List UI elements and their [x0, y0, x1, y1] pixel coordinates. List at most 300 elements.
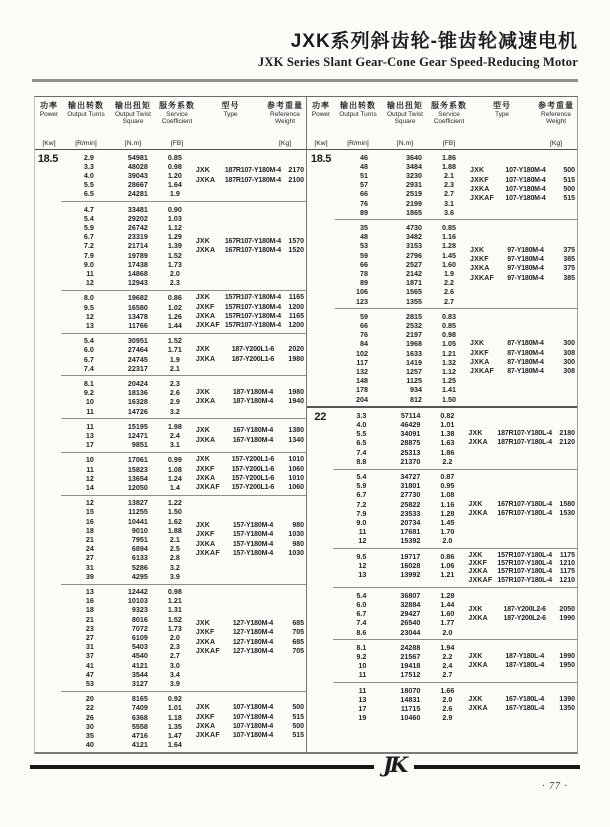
type-block: [469, 153, 577, 217]
table-row: [333, 509, 467, 518]
type-line: [469, 367, 575, 376]
cell-output-turns: 9.0: [83, 259, 94, 269]
table-row: [333, 518, 467, 527]
cell-service-coefficient: 2.3: [169, 378, 180, 388]
cell-output-torque: 57114: [400, 410, 421, 420]
type-block: [467, 591, 577, 637]
column-title-cn: 输出转数: [340, 101, 376, 110]
cell-output-torque: 6368: [131, 712, 148, 722]
cell-service-coefficient: 3.9: [169, 679, 180, 689]
cell-service-coefficient: 2.3: [169, 278, 180, 288]
cell-output-torque: 1968: [406, 339, 422, 349]
cell-service-coefficient: 0.98: [167, 587, 182, 597]
cell-output-torque: 20424: [127, 378, 148, 388]
cell-output-torque: 3153: [406, 241, 422, 251]
type-model: 127-Y180M-4: [232, 638, 274, 646]
type-series: JXK: [468, 653, 483, 661]
type-block: [195, 379, 306, 416]
cell-output-torque: 15195: [127, 421, 148, 431]
cell-output-turns: 11: [358, 685, 367, 695]
cell-output-turns: 31: [85, 642, 94, 652]
cell-output-turns: 5.4: [83, 336, 94, 346]
type-series: JXK: [195, 294, 211, 302]
table-row: [61, 703, 195, 712]
type-model: 187-Y200L1-6: [231, 346, 275, 354]
cell-output-torque: 4716: [131, 731, 148, 741]
cell-service-coefficient: 2.7: [444, 189, 454, 199]
type-line: [467, 429, 575, 438]
cell-service-coefficient: 1.64: [167, 180, 182, 190]
cell-output-turns: 4.7: [83, 204, 94, 214]
cell-service-coefficient: 1.16: [440, 499, 455, 509]
cell-output-turns: 13: [358, 694, 367, 704]
type-model: 187R107-Y180M-4: [224, 167, 281, 175]
cell-service-coefficient: 2.3: [169, 642, 180, 652]
cell-output-turns: 9.5: [83, 302, 94, 312]
type-model: 107-Y180M-4: [505, 167, 546, 175]
type-model: 187-Y180M-4: [232, 389, 274, 397]
type-line: [195, 530, 304, 539]
power-label: 18.5: [310, 153, 332, 165]
cell-output-torque: 39043: [127, 170, 148, 180]
type-weight: 1520: [288, 246, 304, 254]
cell-output-turns: 9.2: [83, 388, 94, 398]
table-row: [61, 431, 195, 440]
table-row: [61, 740, 195, 749]
table-row: [333, 481, 467, 490]
header-rule: [32, 79, 578, 82]
type-series: JXKAF: [195, 549, 220, 557]
type-model: 187-Y180L-4: [505, 653, 545, 661]
table-row: [333, 490, 467, 499]
type-model: 107-Y180M-4: [232, 722, 274, 730]
cell-output-turns: 8.6: [356, 627, 367, 637]
type-model: 87-Y180M-4: [507, 340, 544, 348]
cell-output-turns: 41: [85, 660, 94, 670]
type-line: [195, 455, 304, 464]
column-header: [35, 100, 63, 147]
type-model: 157R107-Y180L-4: [497, 568, 552, 576]
table-row: [335, 171, 469, 180]
cell-output-torque: 17438: [127, 259, 148, 269]
type-model: 157R107-Y180M-4: [224, 303, 281, 311]
cell-output-turns: 26: [85, 712, 94, 722]
table-row: [61, 232, 195, 241]
table-row: [333, 670, 467, 679]
cell-service-coefficient: 1.9: [169, 354, 180, 364]
column-unit: [N.m]: [396, 140, 414, 147]
column-unit: [Kw]: [42, 140, 56, 147]
cell-output-torque: 6133: [131, 553, 148, 563]
type-weight: 685: [292, 638, 304, 646]
type-model: 87-Y180M-4: [507, 367, 544, 375]
number-rows: [333, 643, 467, 680]
type-series: JXK: [470, 246, 485, 254]
ratio-group: [61, 150, 306, 201]
column-header: [469, 100, 535, 147]
column-header: [335, 100, 381, 147]
cell-output-torque: 17061: [127, 455, 148, 465]
type-weight: 980: [292, 540, 304, 548]
type-model: 187R107-Y180L-4: [497, 430, 552, 438]
table-row: [61, 544, 195, 553]
type-series: JXKF: [195, 465, 215, 473]
table-row: [333, 552, 467, 561]
type-model: 87-Y180M-4: [507, 358, 544, 366]
column-title-cn: 参考重量: [538, 101, 574, 110]
type-weight: 300: [563, 340, 575, 348]
type-model: 167R107-Y180M-4: [224, 237, 281, 245]
type-line: [469, 166, 575, 175]
table-row: [333, 609, 467, 618]
table-row: [61, 731, 195, 740]
table-row: [333, 628, 467, 637]
column-title-cn: 型号: [221, 101, 240, 110]
table-row: [61, 605, 195, 614]
type-block: [195, 498, 306, 581]
type-model: 167-Y180L-4: [505, 695, 545, 703]
type-series: JXKF: [195, 531, 215, 539]
cell-output-torque: 12050: [127, 483, 148, 492]
cell-output-turns: 148: [356, 376, 368, 386]
cell-output-turns: 11: [86, 421, 94, 431]
cell-output-torque: 36807: [400, 590, 421, 600]
cell-service-coefficient: 2.0: [169, 268, 180, 278]
table-row: [335, 297, 469, 306]
cell-output-turns: 11: [86, 268, 94, 278]
type-line: [467, 652, 575, 661]
type-model: 157-Y180M-4: [232, 540, 274, 548]
cell-output-torque: 22317: [127, 363, 148, 373]
cell-output-torque: 46429: [400, 419, 421, 429]
ratio-group: [61, 290, 306, 333]
cell-output-torque: 934: [410, 385, 422, 395]
cell-output-turns: 3.3: [356, 410, 367, 420]
type-line: [195, 628, 304, 637]
cell-output-turns: 17: [358, 704, 367, 714]
page-title: JXK系列斜齿轮-锥齿轮减速电机: [290, 31, 578, 52]
type-block: [195, 694, 306, 749]
table-row: [333, 411, 467, 420]
cell-output-torque: 1565: [406, 287, 422, 297]
cell-output-turns: 40: [85, 740, 94, 750]
cell-service-coefficient: 1.4: [169, 483, 180, 492]
table-row: [61, 293, 195, 302]
type-block: [195, 205, 306, 288]
type-model: 107-Y180M-4: [505, 176, 546, 184]
brand-logo: JK: [382, 752, 406, 777]
ratio-group: [333, 469, 577, 549]
cell-service-coefficient: 0.95: [440, 481, 455, 491]
cell-output-turns: 66: [360, 259, 368, 269]
cell-service-coefficient: 1.98: [167, 421, 182, 431]
type-model: 187-Y180M-4: [232, 398, 274, 406]
type-series: JXKF: [195, 713, 215, 721]
cell-output-turns: 16: [85, 596, 94, 606]
type-line: [467, 552, 575, 560]
cell-output-torque: 11255: [128, 507, 148, 517]
cell-service-coefficient: 1.88: [167, 525, 182, 535]
cell-output-torque: 48028: [127, 161, 148, 171]
cell-output-torque: 16328: [127, 397, 148, 407]
cell-output-torque: 23044: [400, 627, 421, 637]
cell-output-torque: 34727: [400, 472, 421, 481]
ratio-group: [61, 333, 306, 376]
table-row: [61, 251, 195, 260]
number-rows: [333, 591, 467, 637]
type-model: 157R107-Y180M-4: [224, 312, 281, 320]
column-title-en: Type: [494, 111, 510, 118]
type-weight: 1165: [288, 294, 304, 302]
table-row: [61, 364, 195, 373]
cell-output-turns: 11: [86, 406, 94, 416]
number-rows: [61, 587, 195, 688]
power-section: [35, 150, 306, 752]
table-row: [333, 536, 467, 545]
cell-output-turns: 27: [85, 633, 94, 643]
cell-service-coefficient: 1.88: [442, 161, 456, 171]
cell-output-torque: 23533: [400, 508, 421, 518]
cell-output-turns: 10: [85, 455, 94, 465]
cell-output-torque: 5403: [131, 642, 148, 652]
type-line: [195, 166, 304, 175]
type-model: 157-Y200L1-6: [231, 465, 275, 473]
cell-output-turns: 19: [358, 713, 367, 723]
type-weight: 705: [292, 647, 304, 655]
column-title-en: Output Twist Square: [386, 111, 423, 126]
type-series: JXK: [470, 167, 485, 175]
cell-output-turns: 204: [356, 394, 368, 404]
type-series: JXKAF: [470, 367, 494, 375]
type-series: JXKF: [195, 303, 215, 311]
cell-output-turns: 51: [360, 170, 368, 180]
cell-service-coefficient: 1.73: [167, 259, 182, 269]
cell-service-coefficient: 1.70: [440, 527, 455, 537]
table-row: [335, 241, 469, 250]
type-line: [467, 704, 575, 713]
cell-output-torque: 12471: [127, 430, 148, 440]
cell-service-coefficient: 1.60: [442, 259, 456, 269]
cell-service-coefficient: 1.64: [167, 740, 182, 750]
column-title-cn: 型号: [493, 101, 511, 110]
cell-service-coefficient: 1.20: [167, 170, 182, 180]
cell-output-turns: 117: [356, 357, 368, 367]
table-right-half: [306, 97, 577, 752]
cell-output-turns: 37: [85, 651, 94, 661]
cell-service-coefficient: 3.9: [169, 571, 180, 581]
type-line: [195, 722, 304, 731]
type-series: JXKA: [468, 509, 488, 517]
type-line: [195, 237, 304, 246]
cell-output-torque: 8165: [131, 694, 148, 704]
cell-output-torque: 18070: [400, 685, 421, 695]
cell-output-torque: 14726: [127, 406, 148, 416]
type-series: JXK: [468, 605, 483, 613]
table-row: [333, 713, 467, 722]
cell-output-turns: 13: [85, 430, 94, 440]
cell-output-turns: 46: [360, 152, 368, 162]
table-row: [335, 162, 469, 171]
type-weight: 515: [563, 194, 575, 202]
page-number: · 77 ·: [542, 781, 568, 792]
table-row: [61, 694, 195, 703]
table-row: [333, 448, 467, 457]
table-row: [333, 438, 467, 447]
cell-service-coefficient: 1.25: [442, 376, 456, 386]
cell-output-turns: 21: [85, 614, 94, 624]
cell-output-torque: 28667: [127, 180, 148, 190]
cell-output-torque: 13654: [127, 473, 148, 483]
type-block: [467, 686, 577, 723]
type-series: JXKA: [195, 246, 216, 254]
column-title-en: Reference Weight: [541, 111, 571, 126]
ratio-group: [333, 639, 577, 682]
cell-service-coefficient: 1.03: [167, 213, 182, 223]
cell-service-coefficient: 1.9: [169, 189, 180, 199]
cell-output-torque: 33481: [127, 204, 148, 214]
type-line: [469, 358, 575, 367]
type-weight: 385: [563, 256, 575, 264]
type-weight: 375: [563, 246, 575, 254]
cell-output-torque: 8016: [131, 614, 148, 624]
cell-output-turns: 5.4: [356, 472, 367, 481]
type-line: [195, 647, 304, 656]
cell-service-coefficient: 2.2: [442, 456, 453, 466]
cell-service-coefficient: 0.92: [167, 694, 182, 704]
cell-service-coefficient: 1.38: [440, 429, 455, 439]
cell-service-coefficient: 1.02: [167, 302, 182, 312]
type-line: [469, 274, 575, 283]
type-model: 107-Y180M-4: [505, 185, 546, 193]
column-title-cn: 输出转数: [68, 101, 104, 110]
power-label: 18.5: [37, 153, 59, 165]
cell-output-torque: 16580: [127, 302, 148, 312]
cell-output-turns: 12: [358, 560, 367, 570]
cell-output-turns: 17: [85, 440, 94, 450]
cell-service-coefficient: 1.28: [440, 590, 455, 600]
cell-output-torque: 24281: [127, 189, 148, 199]
type-series: JXKA: [470, 185, 490, 193]
type-series: JXKAF: [195, 321, 220, 329]
cell-output-torque: 7951: [131, 535, 148, 545]
table-row: [333, 429, 467, 438]
type-model: 127-Y180M-4: [232, 629, 274, 637]
type-line: [467, 577, 575, 585]
type-weight: 1165: [288, 312, 304, 320]
number-rows: [333, 472, 467, 546]
table-row: [335, 358, 469, 367]
table-row: [333, 457, 467, 466]
table-row: [335, 330, 469, 339]
table-row: [61, 260, 195, 269]
cell-output-torque: 18136: [127, 388, 148, 398]
cell-output-turns: 7.9: [83, 250, 94, 260]
cell-output-turns: 78: [360, 268, 368, 278]
document-footer: [30, 752, 580, 792]
type-series: JXKAF: [470, 274, 494, 282]
type-line: [469, 194, 575, 203]
table-row: [335, 189, 469, 198]
power-section: [307, 150, 577, 406]
cell-output-turns: 35: [85, 731, 94, 741]
type-line: [469, 255, 575, 264]
table-row: [61, 455, 195, 464]
ratio-group: [335, 308, 577, 406]
cell-output-turns: 11: [358, 670, 367, 680]
type-weight: 385: [563, 274, 575, 282]
cell-service-coefficient: 1.21: [167, 596, 182, 606]
cell-output-turns: 7.4: [83, 363, 94, 373]
type-model: 157R107-Y180L-4: [497, 559, 552, 567]
cell-service-coefficient: 2.5: [169, 544, 180, 554]
type-weight: 1940: [288, 398, 304, 406]
cell-output-turns: 8.1: [83, 378, 94, 388]
table-row: [61, 526, 195, 535]
type-series: JXKF: [470, 256, 489, 264]
type-weight: 515: [292, 732, 304, 740]
cell-output-torque: 12943: [127, 278, 148, 288]
cell-output-torque: 7072: [131, 623, 148, 633]
column-header: [109, 100, 157, 147]
table-row: [333, 472, 467, 481]
cell-output-turns: 5.5: [356, 429, 367, 439]
type-series: JXK: [195, 167, 211, 175]
cell-service-coefficient: 1.01: [440, 419, 455, 429]
cell-output-turns: 15: [85, 507, 94, 517]
cell-output-torque: 54981: [127, 152, 148, 162]
type-line: [467, 614, 575, 623]
ratio-groups: [333, 408, 577, 725]
cell-output-turns: 6.0: [83, 345, 94, 355]
type-series: JXKA: [468, 614, 488, 622]
column-header-row: [35, 97, 306, 150]
type-line: [195, 246, 304, 255]
type-series: JXK: [468, 430, 483, 438]
type-block: [195, 293, 306, 330]
cell-service-coefficient: 1.21: [442, 348, 456, 358]
type-line: [195, 312, 304, 321]
number-rows: [61, 422, 195, 450]
table-row: [335, 208, 469, 217]
type-weight: 980: [292, 522, 304, 530]
column-header: [197, 100, 264, 147]
type-model: 167R107-Y180L-4: [497, 500, 552, 508]
type-weight: 515: [292, 713, 304, 721]
table-row: [61, 633, 195, 642]
cell-output-turns: 21: [85, 535, 94, 545]
cell-service-coefficient: 1.52: [167, 614, 182, 624]
cell-output-turns: 6.0: [356, 600, 367, 610]
cell-service-coefficient: 1.21: [440, 570, 455, 580]
cell-output-torque: 2519: [406, 189, 422, 199]
ratio-group: [335, 150, 577, 219]
type-series: JXK: [195, 427, 211, 435]
cell-output-turns: 6.7: [83, 354, 94, 364]
cell-output-turns: 10: [85, 397, 94, 407]
cell-service-coefficient: 1.94: [440, 642, 455, 652]
table-row: [335, 269, 469, 278]
cell-service-coefficient: 1.08: [440, 490, 455, 500]
cell-output-torque: 12442: [127, 587, 148, 597]
cell-output-turns: 7.4: [356, 447, 367, 457]
cell-service-coefficient: 2.0: [169, 633, 180, 643]
cell-output-torque: 4295: [131, 571, 148, 581]
cell-service-coefficient: 1.63: [440, 438, 455, 448]
cell-output-turns: 6.5: [356, 438, 367, 448]
cell-output-turns: 13: [358, 570, 367, 580]
type-weight: 500: [563, 167, 575, 175]
column-unit: [FB]: [170, 140, 184, 147]
